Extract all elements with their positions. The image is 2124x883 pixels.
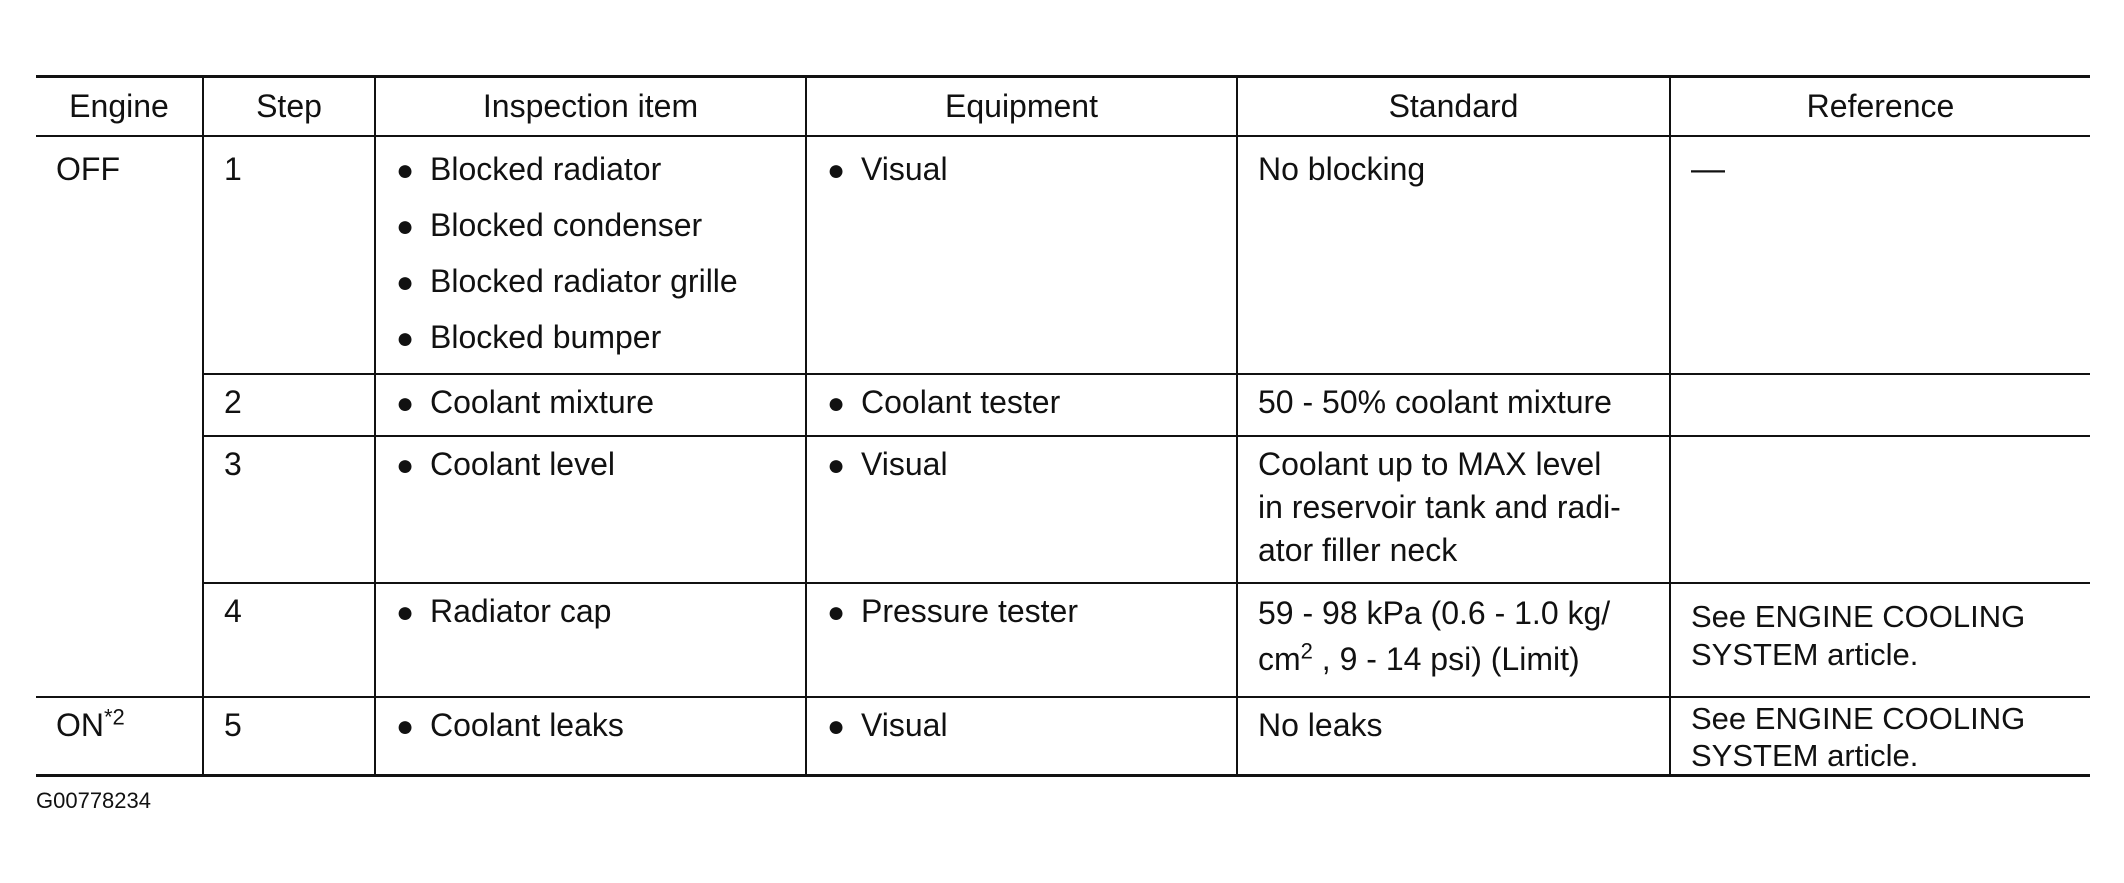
bullet-icon: ●: [396, 322, 415, 355]
dash-mark: —: [1691, 150, 1725, 188]
header-step: Step: [203, 77, 375, 137]
bullet-icon: ●: [396, 387, 415, 420]
step-number: 2: [224, 384, 242, 420]
inspection-item-cell: [375, 697, 806, 776]
step-cell: [203, 436, 375, 583]
equipment-cell: [806, 136, 1237, 374]
list-item: ● Radiator cap: [396, 584, 805, 640]
step-number: 1: [224, 151, 242, 187]
header-row: [36, 77, 2090, 137]
engine-state-off: OFF: [56, 151, 120, 187]
table-row: [36, 374, 2090, 436]
header-equipment: Equipment: [806, 77, 1237, 137]
standard-cell: 50 - 50% coolant mixture: [1237, 374, 1670, 436]
standard-cell: Coolant up to MAX level in reservoir tank and radi- ator filler neck: [1237, 436, 1670, 583]
reference-cell: [1670, 583, 2090, 697]
step-cell: [203, 697, 375, 776]
bullet-icon: ●: [396, 266, 415, 299]
list-item: ● Blocked radiator: [396, 142, 805, 198]
list-item: ● Blocked radiator grille: [396, 254, 805, 310]
bullet-icon: ●: [396, 596, 415, 629]
list-item: ● Blocked condenser: [396, 198, 805, 254]
reference-text: See ENGINE COOLING SYSTEM article.: [1691, 599, 2026, 672]
list-item: ● Coolant tester: [827, 375, 1236, 431]
table-row: [36, 583, 2090, 697]
engine-state-on: ON$^{*2}$: [56, 704, 125, 743]
figure-id: G00778234: [36, 788, 151, 813]
reference-cell: [1670, 697, 2090, 776]
bullet-icon: ●: [827, 596, 846, 629]
list-item: ● Visual: [827, 437, 1236, 493]
equipment-cell: [806, 697, 1237, 776]
engine-on-cell: [36, 697, 203, 776]
reference-cell: [1670, 374, 2090, 436]
bullet-icon: ●: [827, 387, 846, 420]
reference-cell: [1670, 136, 2090, 374]
list-item: ● Visual: [827, 698, 1236, 754]
step-cell: [203, 583, 375, 697]
list-item: ● Visual: [827, 142, 1236, 198]
equipment-cell: [806, 374, 1237, 436]
inspection-table: [36, 75, 2090, 777]
equipment-cell: [806, 436, 1237, 583]
engine-off-cell: [36, 136, 203, 697]
bullet-icon: ●: [827, 449, 846, 482]
bullet-icon: ●: [396, 710, 415, 743]
reference-text: See ENGINE COOLING SYSTEM article.: [1691, 701, 2026, 773]
step-number: 4: [224, 593, 242, 629]
step-number: 3: [224, 446, 242, 482]
step-cell: [203, 374, 375, 436]
bullet-icon: ●: [396, 449, 415, 482]
bullet-icon: ●: [827, 154, 846, 187]
inspection-item-cell: [375, 136, 806, 374]
list-item: ● Blocked bumper: [396, 310, 805, 366]
table-row: [36, 436, 2090, 583]
header-engine: Engine: [36, 77, 203, 137]
reference-cell: [1670, 436, 2090, 583]
list-item: ● Coolant mixture: [396, 375, 805, 431]
inspection-item-cell: [375, 436, 806, 583]
inspection-item-cell: [375, 374, 806, 436]
table-row: [36, 136, 2090, 374]
step-cell: [203, 136, 375, 374]
inspection-item-cell: [375, 583, 806, 697]
list-item: ● Coolant level: [396, 437, 805, 493]
list-item: ● Coolant leaks: [396, 698, 805, 754]
bullet-icon: ●: [396, 210, 415, 243]
list-item: ● Pressure tester: [827, 584, 1236, 640]
step-number: 5: [224, 707, 242, 743]
header-standard: Standard: [1237, 77, 1670, 137]
bullet-icon: ●: [396, 154, 415, 187]
header-reference: Reference: [1670, 77, 2090, 137]
standard-cell: No blocking: [1237, 136, 1670, 374]
equipment-cell: [806, 583, 1237, 697]
bullet-icon: ●: [827, 710, 846, 743]
table-row: [36, 697, 2090, 776]
standard-cell: No leaks: [1237, 697, 1670, 776]
header-inspection-item: Inspection item: [375, 77, 806, 137]
standard-cell: 59 - 98 kPa (0.6 - 1.0 kg/ $cm^2$ , 9 - 14 psi) (Limit): [1237, 583, 1670, 697]
standard-pressure-units: $cm^2$ , 9 - 14 psi) (Limit): [1258, 638, 1580, 677]
